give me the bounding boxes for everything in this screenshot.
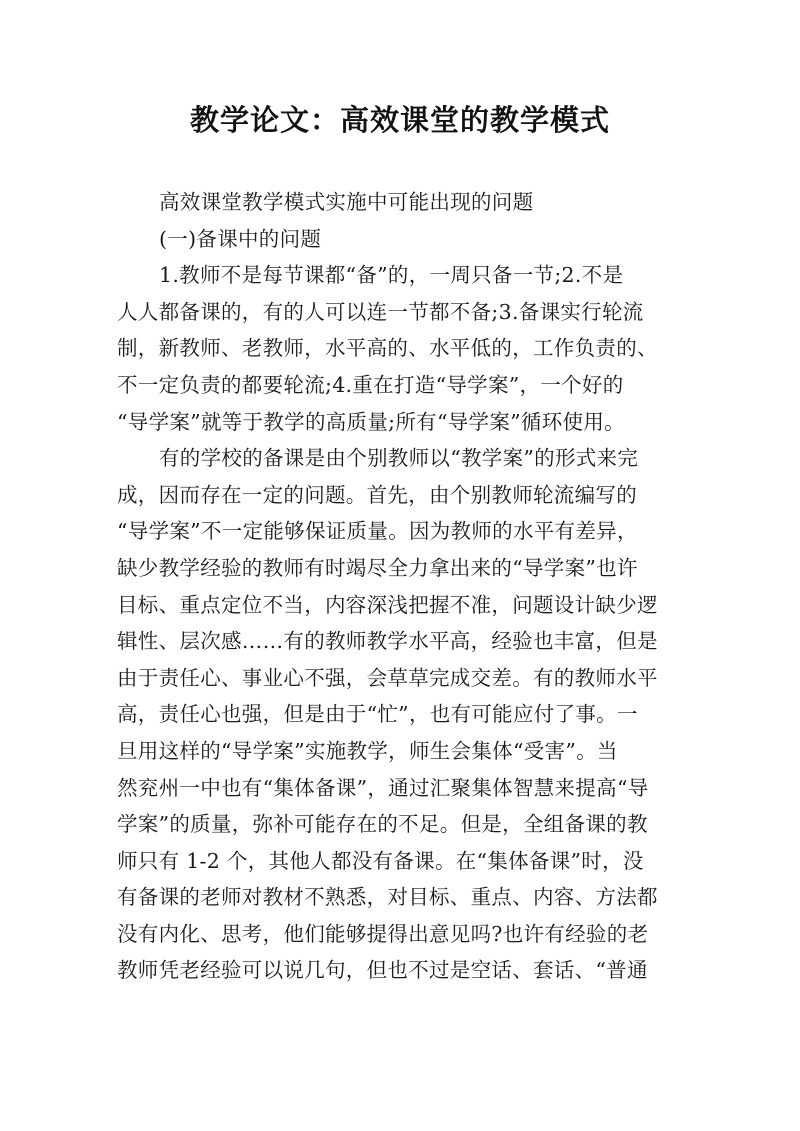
- document-title: 教学论文：高效课堂的教学模式: [189, 103, 610, 137]
- paragraph-line: 旦用这样的“导学案”实施教学，师生会集体“受害”。当: [117, 738, 618, 763]
- paragraph-line: 人人都备课的，有的人可以连一节都不备;3.备课实行轮流: [117, 299, 644, 324]
- paragraph-line: 缺少教学经验的教师有时竭尽全力拿出来的“导学案”也许: [117, 555, 638, 580]
- paragraph-line: 目标、重点定位不当，内容深浅把握不准，问题设计缺少逻: [117, 592, 658, 617]
- paragraph-line: 制，新教师、老教师，水平高的、水平低的，工作负责的、: [117, 336, 658, 361]
- paragraph-line: 没有内化、思考，他们能够提得出意见吗?也许有经验的老: [117, 921, 649, 946]
- paragraph-line: 成，因而存在一定的问题。首先，由个别教师轮流编写的: [117, 482, 637, 507]
- paragraph-line: 有备课的老师对教材不熟悉，对目标、重点、内容、方法都: [117, 885, 658, 910]
- paragraph-line: 然兖州一中也有“集体备课”，通过汇聚集体智慧来提高“导: [117, 775, 649, 800]
- section-heading: (一)备课中的问题: [159, 226, 322, 251]
- paragraph-line: 高，责任心也强，但是由于“忙”，也有可能应付了事。一: [117, 702, 638, 727]
- paragraph-line: 1.教师不是每节课都“备”的，一周只备一节;2.不是: [159, 263, 624, 288]
- paragraph-line: 学案”的质量，弥补可能存在的不足。但是，全组备课的教: [117, 812, 648, 837]
- paragraph-line: 辑性、层次感……有的教师教学水平高，经验也丰富，但是: [117, 629, 658, 654]
- paragraph-line: 有的学校的备课是由个别教师以“教学案”的形式来完: [159, 446, 639, 471]
- document-body: [117, 184, 692, 989]
- paragraph-line: 由于责任心、事业心不强，会草草完成交差。有的教师水平: [117, 665, 658, 690]
- paragraph-line: “导学案”就等于教学的高质量;所有“导学案”循环使用。: [117, 409, 625, 434]
- paragraph-line: 不一定负责的都要轮流;4.重在打造“导学案”，一个好的: [117, 372, 624, 397]
- paragraph-line: 师只有 1-2 个，其他人都没有备课。在“集体备课”时，没: [117, 848, 644, 873]
- paragraph-line: 教师凭老经验可以说几句，但也不过是空话、套话、“普通: [117, 958, 648, 983]
- paragraph-1: [117, 257, 692, 440]
- paragraph-2: [117, 440, 692, 989]
- paragraph-line: “导学案”不一定能够保证质量。因为教师的水平有差异，: [117, 519, 638, 544]
- heading-line: 高效课堂教学模式实施中可能出现的问题: [159, 190, 534, 214]
